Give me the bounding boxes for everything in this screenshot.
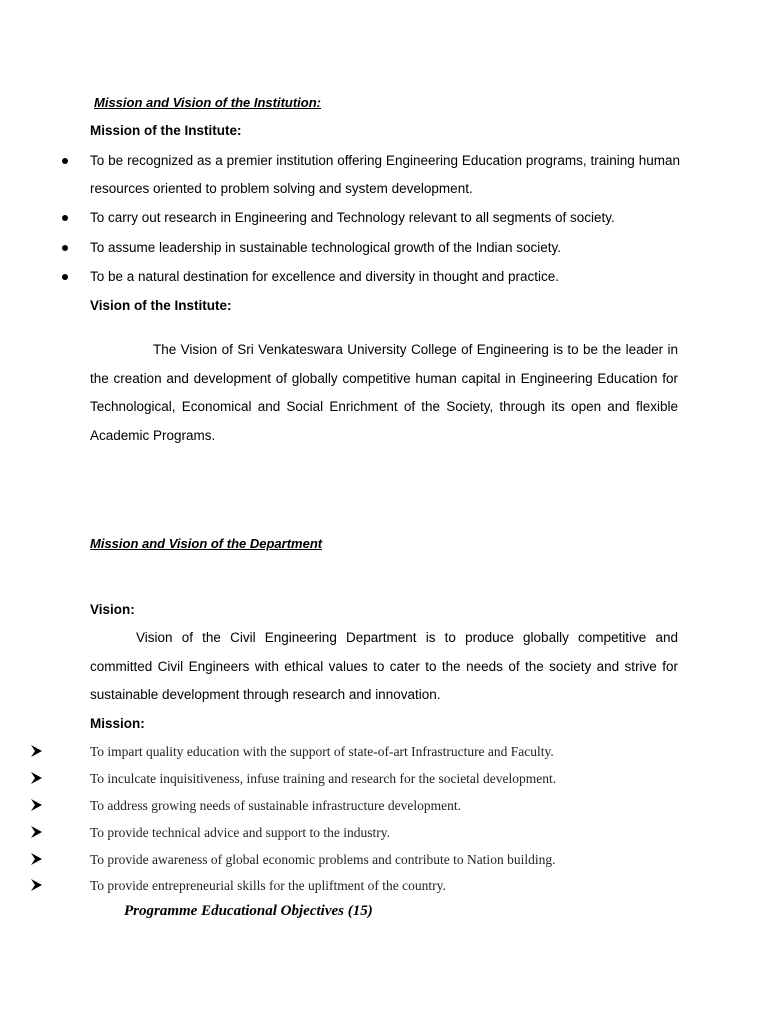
list-item-text: To address growing needs of sustainable infrastructure development. xyxy=(90,798,461,813)
list-item-text: To impart quality education with the support of state-of-art Infrastructure and Faculty. xyxy=(90,744,554,759)
list-item-text: To provide awareness of global economic problems and contribute to Nation building. xyxy=(90,852,556,867)
institute-vision-title: Vision of the Institute: xyxy=(90,298,232,313)
list-item xyxy=(30,878,680,902)
list-item xyxy=(30,771,680,795)
arrow-bullet-icon xyxy=(30,771,44,785)
list-item xyxy=(60,147,680,203)
arrow-bullet-icon xyxy=(30,744,44,758)
department-vision-title: Vision: xyxy=(90,602,135,617)
arrow-bullet-icon xyxy=(30,878,44,892)
list-item-text: To provide technical advice and support to the industry. xyxy=(90,825,390,840)
list-item-text: To carry out research in Engineering and Technology relevant to all segments of society. xyxy=(90,210,615,225)
list-item xyxy=(30,852,680,876)
department-mission-title: Mission: xyxy=(90,716,145,731)
list-item-text: To be a natural destination for excellence and diversity in thought and practice. xyxy=(90,269,560,284)
institute-mission-title: Mission of the Institute: xyxy=(90,123,242,138)
list-item xyxy=(60,204,680,232)
arrow-bullet-icon xyxy=(30,852,44,866)
list-item-text: To be recognized as a premier institution offering Engineering Education programs, training human resources oriented to problem solving and system development. xyxy=(90,153,680,196)
list-item-text: To provide entrepreneurial skills for the upliftment of the country. xyxy=(90,878,446,893)
list-item xyxy=(30,825,680,849)
peo-title: Programme Educational Objectives (15) xyxy=(124,903,373,919)
arrow-bullet-icon xyxy=(30,825,44,839)
arrow-bullet-icon xyxy=(30,798,44,812)
list-item-text: To assume leadership in sustainable technological growth of the Indian society. xyxy=(90,240,562,255)
list-item xyxy=(60,263,680,291)
list-item xyxy=(30,798,680,822)
department-heading: Mission and Vision of the Department xyxy=(90,536,323,551)
institute-vision-text: The Vision of Sri Venkateswara University College of Engineering is to be the leader in the creation and development of globally competitive human capital in Engineering Education for Technological, Economical and Social Enrichment of the Society, through its open and flexible Academic Programs. xyxy=(90,342,678,443)
department-vision-text: Vision of the Civil Engineering Department is to produce globally competitive and committed Civil Engineers with ethical values to cater to the needs of the society and strive for sustainable development through research and innovation. xyxy=(90,630,678,702)
institution-heading: Mission and Vision of the Institution: xyxy=(94,95,322,110)
list-item-text: To inculcate inquisitiveness, infuse training and research for the societal development. xyxy=(90,771,557,786)
list-item xyxy=(30,744,680,768)
list-item xyxy=(60,234,680,262)
